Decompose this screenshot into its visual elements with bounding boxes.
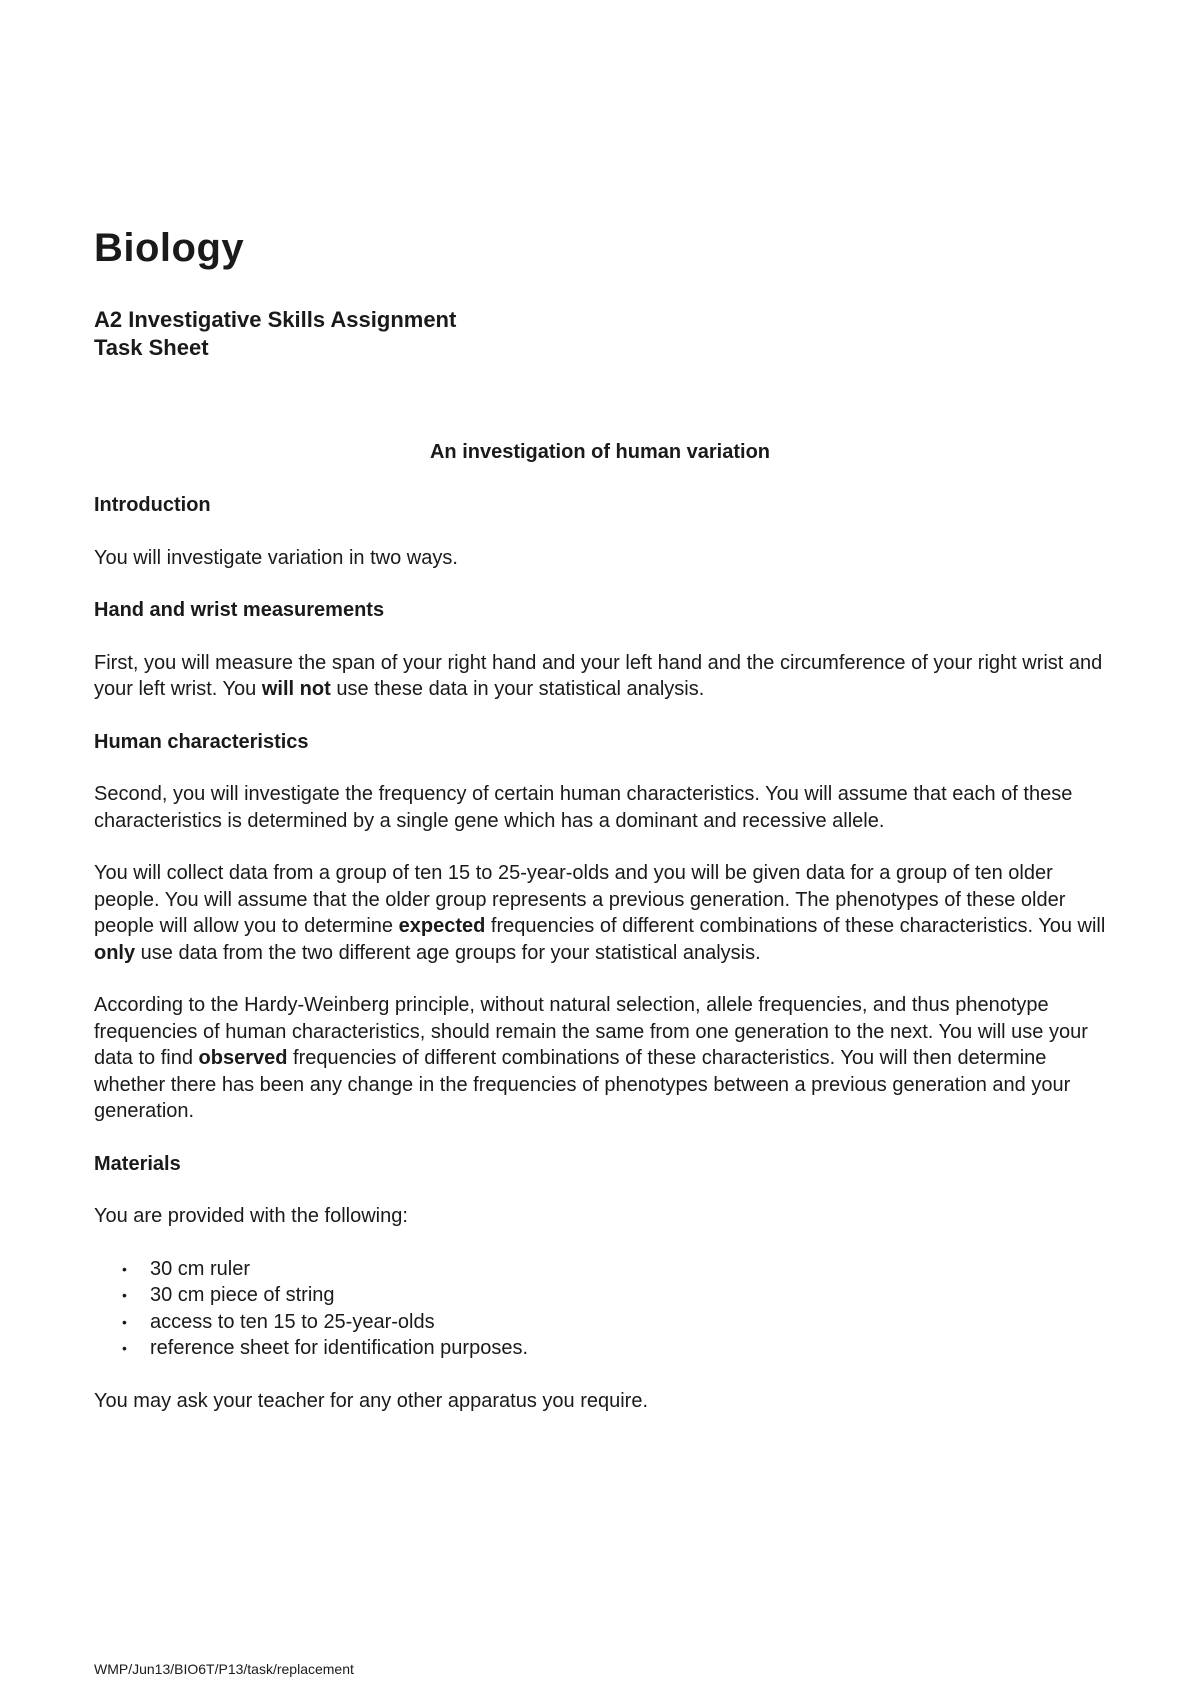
materials-intro: You are provided with the following: [94, 1205, 408, 1227]
list-item-text: reference sheet for identification purposes. [150, 1337, 528, 1359]
document-title: Biology [94, 226, 245, 270]
list-item-text: access to ten 15 to 25-year-olds [150, 1310, 435, 1333]
human-characteristics-para-2 [94, 860, 1114, 966]
list-item-text: 30 cm piece of string [150, 1284, 335, 1306]
only-emphasis: only [94, 941, 136, 964]
bullet-icon: • [122, 1340, 127, 1356]
document-body [94, 492, 1114, 1440]
expected-emphasis: expected [398, 915, 486, 937]
assignment-subtitle [94, 306, 456, 362]
para-2-text-part: use data from the two different age groups for your statistical analysis. [135, 941, 761, 964]
para-2-text-part: frequencies of different combinations of these characteristics. You will [485, 915, 1106, 937]
human-characteristics-para-1: Second, you will investigate the frequency of certain human characteristics. You will assume that each of these characteristics is determined by a single gene which has a dominant and recessive allele. [94, 783, 1073, 832]
introduction-heading: Introduction [94, 494, 211, 516]
observed-emphasis: observed [198, 1047, 288, 1069]
materials-list [94, 1256, 1114, 1362]
hand-wrist-emphasis: will not [261, 678, 331, 700]
list-item [94, 1309, 1114, 1336]
human-characteristics-heading: Human characteristics [94, 730, 309, 753]
investigation-heading: An investigation of human variation [429, 441, 771, 463]
list-item-text: 30 cm ruler [150, 1257, 251, 1280]
materials-closing: You may ask your teacher for any other apparatus you require. [94, 1389, 649, 1412]
materials-heading: Materials [94, 1152, 181, 1175]
subtitle-line-1: A2 Investigative Skills Assignment [94, 307, 457, 332]
bullet-icon: • [122, 1260, 127, 1277]
footer-reference: WMP/Jun13/BIO6T/P13/task/replacement [94, 1661, 354, 1677]
para-3-text-part: frequencies of different combinations of these characteristics. You will then determine whether there has been any change in the frequencies of phenotypes between a previous generation and your generation. [94, 1047, 1071, 1122]
hand-wrist-text [94, 650, 1114, 703]
introduction-text: You will investigate variation in two ways. [94, 546, 458, 569]
hand-wrist-text-part: First, you will measure the span of your right hand and your left hand and the circumference of your right wrist and your left wrist. You [94, 651, 1103, 700]
hand-wrist-text-part: use these data in your statistical analysis. [330, 678, 705, 700]
subtitle-line-2: Task Sheet [94, 335, 209, 360]
list-item [94, 1335, 1114, 1362]
human-characteristics-para-3 [94, 992, 1114, 1125]
bullet-icon: • [122, 1313, 127, 1330]
bullet-icon: • [122, 1287, 127, 1303]
hand-wrist-heading: Hand and wrist measurements [94, 599, 385, 621]
para-3-text-part: According to the Hardy-Weinberg principle, without natural selection, allele frequencies, and thus phenotype frequencies of human characteristics, should remain the same from one generation to the next. You will use your data to find [94, 994, 1088, 1069]
para-2-text-part: You will collect data from a group of ten 15 to 25-year-olds and you will be given data for a group of ten older people. You will assume that the older group represents a previous generation. The phenotypes of these older people will allow you to determine [94, 862, 1066, 937]
list-item [94, 1282, 1114, 1309]
list-item [94, 1256, 1114, 1283]
